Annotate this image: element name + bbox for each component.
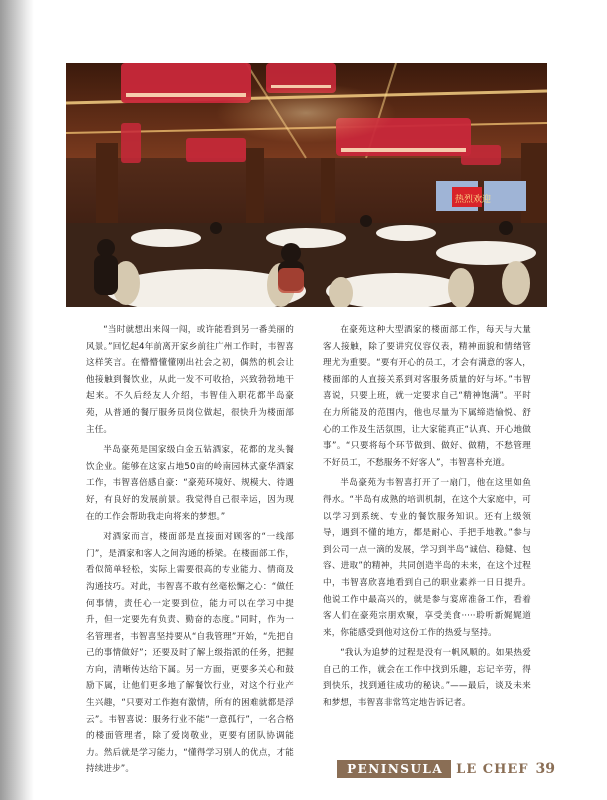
article-paragraph: “当时就想出来闯一闯，或许能看到另一番美丽的风景。”回忆起4年前离开家乡前往广州工作时，韦智喜这样笑言。在懵懵懂懂刚出社会之初，偶然的机会让他接触到餐饮业，从此一发不可收拾，兴致勃勃地干起来。不久后经友人介绍，韦智佳入职花都半岛豪苑，从普通的餐厅服务员岗位做起，很快升为楼面部主任。 — [86, 325, 294, 435]
brand-label: PENINSULA — [337, 760, 451, 778]
article-column-left — [86, 322, 294, 782]
stage-banner-text: 热烈欢迎 — [455, 195, 492, 205]
article-paragraph: 半岛豪苑是国家级白金五钻酒家，花都的龙头餐饮企业。能够在这家占地50亩的岭南园林式豪华酒家工作，韦智喜倍感自豪：“豪苑环境好、规模大、待遇好，有良好的发展前景。我觉得自己很幸运，因为现在的工作会帮助我走向将来的梦想。” — [86, 445, 294, 522]
article-paragraph: 对酒家而言，楼面部是直接面对顾客的“一线部门”，是酒家和客人之间沟通的桥梁。在楼面部工作，看似简单轻松，实际上需要很高的专业能力、情商及沟通技巧。对此，韦智喜不敢有丝毫松懈之心：“做任何事情，责任心一定要到位，能力可以在学习中提升，但一定要先有负责、勤奋的态度。”同时，作为一名管理者，韦智喜坚持要从“自我管理”开始，“先把自己的事情做好”；还要及时了解上级指派的任务，把握方向，清晰传达给下属。另一方面，更要多关心和鼓励下属，让他们更多地了解餐饮行业，对这个行业产生兴趣，“只要对工作抱有激情，所有的困难就都是浮云”。韦智喜说：服务行业不能“一意孤行”，一名合格的楼面管理者，除了爱岗敬业，更要有团队协调能力。然后就是学习能力，“懂得学习别人的优点，才能持续进步”。 — [86, 532, 294, 775]
page-number: 39 — [535, 761, 555, 777]
article-column-right — [323, 322, 531, 716]
page-spine-shadow — [0, 0, 34, 800]
banquet-hall-photo — [66, 63, 547, 307]
page-footer — [337, 758, 555, 780]
article-paragraph: 半岛豪苑为韦智喜打开了一扇门，他在这里如鱼得水。“半岛有成熟的培训机制，在这个大家庭中，可以学习到系统、专业的餐饮服务知识。还有上级领导，遇到不懂的地方，都是耐心、手把手地教。”参与到公司一点一滴的发展，学习到半岛“诚信、稳健、包容、进取”的精神，共同创造半岛的未来，在这个过程中，韦智喜欣喜地看到自己的职业素养一日日提升。他说工作中最高兴的，就是参与宴席准备工作，看着客人们在豪苑宗朋欢聚，享受美食·····聆听新娓娓道来，你能感受到他对这份工作的热爱与坚持。 — [323, 478, 531, 638]
article-paragraph: “我认为追梦的过程是没有一帆风顺的。如果热爱自己的工作，就会在工作中找到乐趣，忘记辛劳，得到快乐，找到通往成功的秘诀。”——最后，谈及未来和梦想，韦智喜非常笃定地告诉记者。 — [323, 648, 531, 709]
article-paragraph: 在豪苑这种大型酒家的楼面部工作，每天与大量客人接触，除了要讲究仪容仪表，精神面貌和情绪管理尤为重要。“要有开心的员工，才会有满意的客人，楼面部的人直接关系到对客服务质量的好与坏。”韦智喜说，只要上班，就一定要求自己“精神饱满”。平时在力所能及的范围内，他也尽量为下属缔造愉悦、舒心的工作及生活氛围，让大家能真正“认真、开心地做事”。“只要将每个环节做到、做好、做精，不愁管理不好员工，不愁服务不好客人”，韦智喜朴充道。 — [323, 325, 531, 468]
magazine-label: LE CHEF — [456, 761, 529, 777]
